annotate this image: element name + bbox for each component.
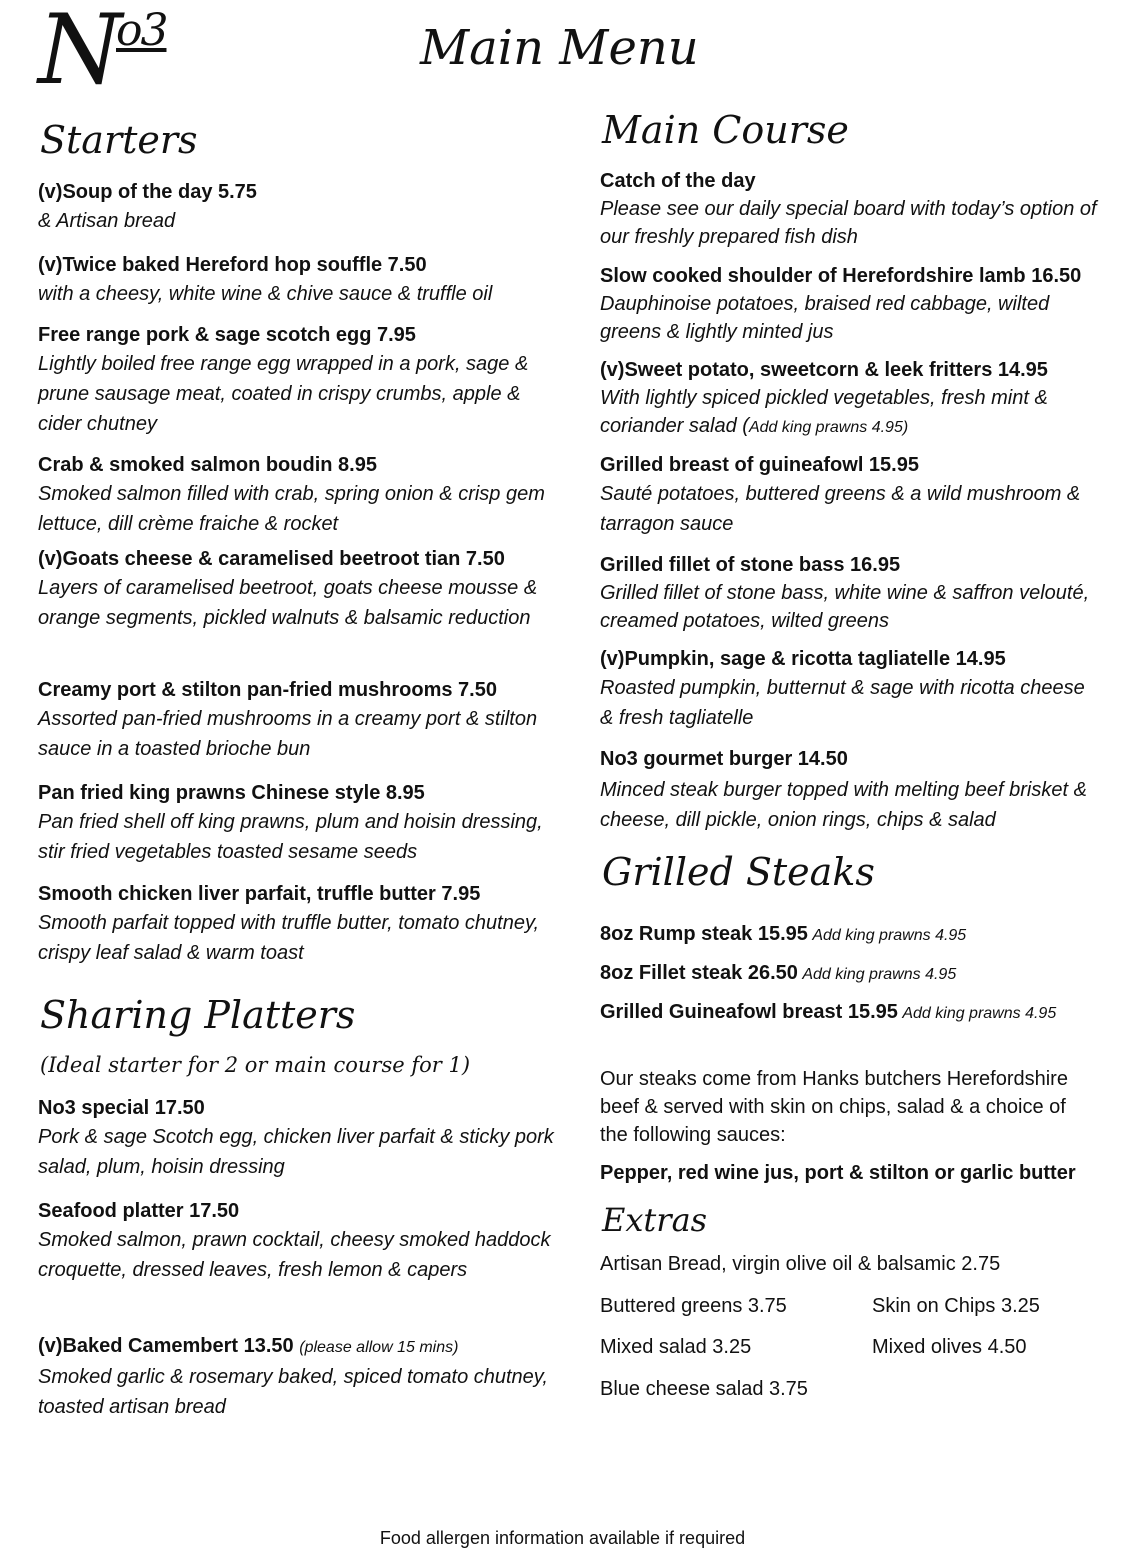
item-description: Layers of caramelised beetroot, goats cheese mousse & orange segments, pickled walnuts & balsamic reduction xyxy=(38,577,538,629)
main-course-heading: Main Course xyxy=(602,108,849,152)
item-name: Pan fried king prawns Chinese style 8.95 xyxy=(38,782,425,804)
item-name: No3 special 17.50 xyxy=(38,1097,205,1119)
menu-item xyxy=(38,1094,558,1182)
menu-item xyxy=(38,779,558,867)
item-description: Sauté potatoes, buttered greens & a wild mushroom & tarragon sauce xyxy=(600,483,1081,535)
menu-item xyxy=(38,545,558,633)
item-name: Crab & smoked salmon boudin 8.95 xyxy=(38,454,377,476)
item-note: Add king prawns 4.95 xyxy=(802,966,957,983)
item-name: (v)Goats cheese & caramelised beetroot tian 7.50 xyxy=(38,548,505,570)
extra-item: Blue cheese salad 3.75 xyxy=(600,1378,808,1400)
item-description: Roasted pumpkin, butternut & sage with ricotta cheese & fresh tagliatelle xyxy=(600,677,1085,729)
steak-item xyxy=(600,920,966,948)
steak-item xyxy=(600,959,956,987)
item-note: (please allow 15 mins) xyxy=(299,1339,459,1356)
sharing-heading: Sharing Platters xyxy=(40,993,356,1037)
item-name: (v)Twice baked Hereford hop souffle 7.50 xyxy=(38,254,427,276)
extra-item: Artisan Bread, virgin olive oil & balsamic 2.75 xyxy=(600,1253,1001,1275)
item-description xyxy=(600,384,1100,442)
item-description: Lightly boiled free range egg wrapped in a pork, sage & prune sausage meat, coated in crispy crumbs, apple & cider chutney xyxy=(38,353,529,435)
item-note: Add king prawns 4.95) xyxy=(748,419,909,436)
item-name: Smooth chicken liver parfait, truffle butter 7.95 xyxy=(38,883,481,905)
menu-item xyxy=(600,167,1100,251)
item-note: Add king prawns 4.95 xyxy=(812,927,967,944)
item-name: 8oz Fillet steak 26.50 xyxy=(600,962,798,984)
item-description: & Artisan bread xyxy=(38,210,176,232)
item-name: 8oz Rump steak 15.95 xyxy=(600,923,808,945)
item-name: Grilled fillet of stone bass 16.95 xyxy=(600,554,901,576)
item-name: Grilled Guineafowl breast 15.95 xyxy=(600,1001,898,1023)
menu-item xyxy=(600,745,1100,835)
item-description: Smoked salmon, prawn cocktail, cheesy smoked haddock croquette, dressed leaves, fresh lemon & capers xyxy=(38,1229,551,1281)
grilled-steaks-heading: Grilled Steaks xyxy=(602,850,875,894)
extra-item: Skin on Chips 3.25 xyxy=(872,1295,1040,1317)
item-note: Add king prawns 4.95 xyxy=(902,1005,1057,1022)
item-name: Grilled breast of guineafowl 15.95 xyxy=(600,454,919,476)
item-description: Smooth parfait topped with truffle butter, tomato chutney, crispy leaf salad & warm toast xyxy=(38,912,540,964)
steak-sauces: Pepper, red wine jus, port & stilton or garlic butter xyxy=(600,1162,1076,1184)
item-name: Creamy port & stilton pan-fried mushrooms 7.50 xyxy=(38,679,497,701)
item-name: (v)Pumpkin, sage & ricotta tagliatelle 14.95 xyxy=(600,648,1006,670)
menu-item xyxy=(38,321,558,439)
menu-item xyxy=(38,1197,558,1285)
logo-superscript: o3 xyxy=(116,5,167,56)
item-description: Grilled fillet of stone bass, white wine & saffron velouté, creamed potatoes, wilted greens xyxy=(600,582,1090,632)
item-name: Catch of the day xyxy=(600,170,756,192)
steaks-info: Our steaks come from Hanks butchers Herefordshire beef & served with skin on chips, salad & a choice of the following sauces: xyxy=(600,1068,1068,1146)
item-name: Free range pork & sage scotch egg 7.95 xyxy=(38,324,416,346)
item-name: Seafood platter 17.50 xyxy=(38,1200,240,1222)
menu-item xyxy=(600,551,1100,635)
steak-item xyxy=(600,998,1056,1026)
menu-item xyxy=(600,451,1100,539)
item-name-text: (v)Baked Camembert 13.50 xyxy=(38,1335,294,1357)
menu-item xyxy=(600,262,1100,346)
item-description: Assorted pan-fried mushrooms in a creamy port & stilton sauce in a toasted brioche bun xyxy=(38,708,538,760)
extra-item: Mixed olives 4.50 xyxy=(872,1336,1027,1358)
logo xyxy=(38,0,167,106)
item-description: Pork & sage Scotch egg, chicken liver parfait & sticky pork salad, plum, hoisin dressing xyxy=(38,1126,554,1178)
menu-item xyxy=(38,880,558,968)
item-description: Smoked garlic & rosemary baked, spiced tomato chutney, toasted artisan bread xyxy=(38,1366,548,1418)
extra-item: Buttered greens 3.75 xyxy=(600,1295,787,1317)
menu-item xyxy=(38,251,558,309)
allergen-footer: Food allergen information available if required xyxy=(379,1528,746,1548)
menu-item xyxy=(38,451,558,539)
menu-title: Main Menu xyxy=(420,20,699,76)
extra-item: Mixed salad 3.25 xyxy=(600,1336,752,1358)
item-name: (v)Soup of the day 5.75 xyxy=(38,181,257,203)
menu-item xyxy=(38,676,558,764)
menu-item xyxy=(600,356,1100,442)
item-name: (v)Sweet potato, sweetcorn & leek fritters 14.95 xyxy=(600,359,1048,381)
menu-item xyxy=(38,1332,558,1422)
item-description: Smoked salmon filled with crab, spring onion & crisp gem lettuce, dill crème fraiche & rocket xyxy=(38,483,545,535)
item-description-text: With lightly spiced pickled vegetables, fresh mint & coriander salad ( xyxy=(600,387,1048,437)
extras-heading: Extras xyxy=(602,1201,708,1239)
menu-item xyxy=(38,178,558,236)
item-description: Minced steak burger topped with melting beef brisket & cheese, dill pickle, onion rings, chips & salad xyxy=(600,779,1087,831)
item-description: Pan fried shell off king prawns, plum and hoisin dressing, stir fried vegetables toasted sesame seeds xyxy=(38,811,543,863)
item-name xyxy=(38,1332,558,1362)
menu-item xyxy=(600,645,1100,733)
item-description: with a cheesy, white wine & chive sauce & truffle oil xyxy=(38,283,493,305)
starters-heading: Starters xyxy=(40,118,198,162)
item-description: Please see our daily special board with today’s option of our freshly prepared fish dish xyxy=(600,198,1097,248)
item-name: Slow cooked shoulder of Herefordshire lamb 16.50 xyxy=(600,265,1082,287)
item-name: No3 gourmet burger 14.50 xyxy=(600,748,848,770)
sharing-note: (Ideal starter for 2 or main course for 1) xyxy=(40,1053,471,1077)
item-description: Dauphinoise potatoes, braised red cabbage, wilted greens & lightly minted jus xyxy=(600,293,1050,343)
logo-letter: N xyxy=(38,0,120,106)
